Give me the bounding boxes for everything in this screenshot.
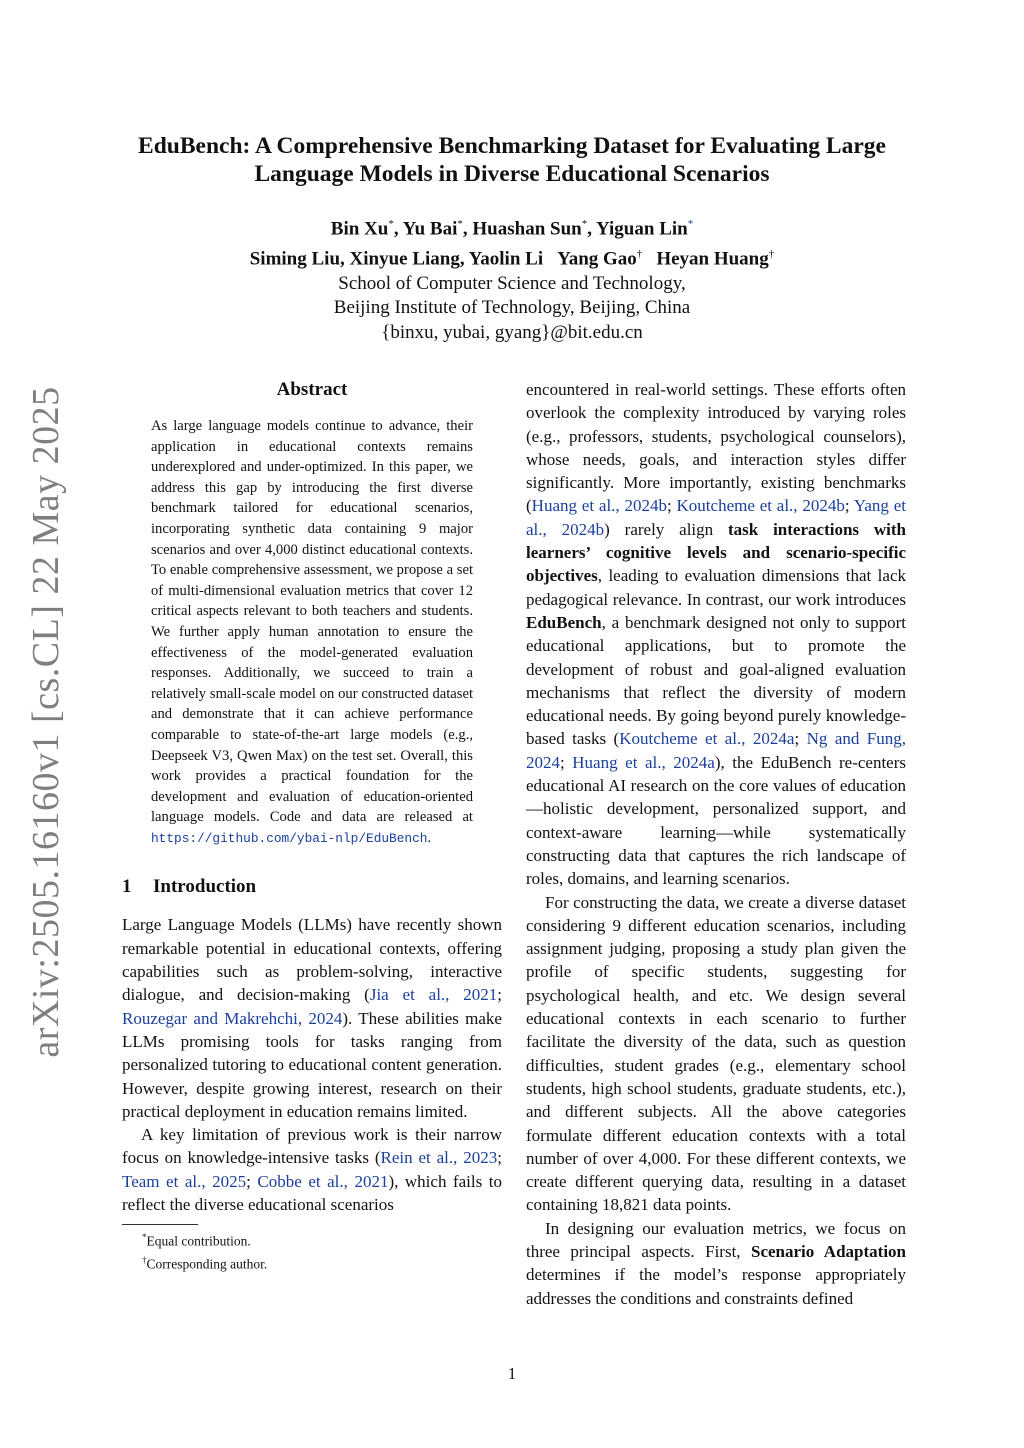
- author-name: Yang Gao: [557, 248, 637, 270]
- abstract-heading: Abstract: [276, 379, 348, 400]
- citation-link[interactable]: Rouzegar and Makrehchi, 2024: [122, 1008, 343, 1028]
- paragraph-text: encountered in real-world settings. These efforts often overlook the complexity introduced by varying roles (e.g., professors, students, psychological counselors), whose needs, goals, and interaction styles differ significantly. More importantly, existing benchmarks (: [526, 380, 906, 516]
- author-name: Bin Xu: [330, 218, 389, 240]
- right-paragraph-2: For constructing the data, we create a diverse dataset considering 9 different education scenarios, including assignment judging, proposing a study plan given the profile of specific students, suggesting for psychological health, and etc. We design several educational contexts in each scenario to further facilitate the diversity of the data, such as question difficulties, student grades (e.g., elementary school students, high school students, graduate students, etc.), and different subjects. All the above categories formulate different education contexts with a total number of over 4,000. For these different contexts, we create different querying data, resulting in a dataset containing 18,821 data points.: [526, 892, 906, 1215]
- citation-link[interactable]: Koutcheme et al., 2024b: [676, 496, 845, 516]
- author-mark: †: [768, 247, 775, 260]
- right-column: [526, 378, 906, 1310]
- paragraph-text: ). These abilities make LLMs promising tools for tasks ranging from personalized tutoring to educational content generation. However, despite growing interest, research on their practical deployment in education remains limited.: [122, 1008, 502, 1121]
- title-line-1: EduBench: A Comprehensive Benchmarking Dataset for Evaluating Large: [138, 133, 886, 159]
- author-mark: †: [636, 247, 643, 260]
- author-line-1: [100, 212, 924, 242]
- right-paragraph-1: [526, 378, 906, 891]
- citation-link[interactable]: Koutcheme et al., 2024a: [619, 729, 795, 749]
- emphasis-text: Scenario Adaptation: [751, 1241, 906, 1261]
- section-heading-introduction: [122, 875, 502, 899]
- author-mark: *: [581, 218, 588, 230]
- arxiv-identifier-stamp: arXiv:2505.16160v1 [cs.CL] 22 May 2025: [25, 386, 67, 1058]
- title-line-2: Language Models in Diverse Educational Scenarios: [254, 161, 770, 187]
- footnote-equal-contribution: [142, 1228, 502, 1251]
- citation-link[interactable]: Ng and Fung, 2024: [526, 729, 907, 772]
- citation-separator: ;: [246, 1171, 258, 1191]
- abstract-text: [151, 416, 473, 849]
- citation-link[interactable]: Jia et al., 2021: [369, 985, 498, 1005]
- code-repository-link[interactable]: https://github.com/ybai-nlp/EduBench: [151, 830, 428, 846]
- citation-separator: ;: [497, 985, 502, 1005]
- citation-link[interactable]: Huang et al., 2024b: [531, 496, 667, 516]
- paragraph-text: Large Language Models (LLMs) have recently shown remarkable potential in educational contexts, offering capabilities such as problem-solving, interactive dialogue, and decision-making (: [122, 915, 502, 1005]
- author-mark: *: [457, 218, 463, 230]
- author-mark-link[interactable]: *: [687, 218, 694, 230]
- paragraph-text: ) rarely align: [604, 519, 728, 539]
- section-number: 1: [122, 876, 132, 898]
- author-name: , Yiguan Lin: [587, 218, 688, 240]
- author-name: , Huashan Sun: [462, 218, 582, 240]
- paragraph-text: determines if the model’s response appropriately addresses the conditions and constraints defined: [526, 1265, 906, 1308]
- section-title: Introduction: [153, 876, 257, 898]
- footnote-text: Equal contribution.: [146, 1233, 251, 1249]
- footnote-text: Corresponding author.: [146, 1256, 268, 1272]
- citation-link[interactable]: Cobbe et al., 2021: [257, 1171, 389, 1191]
- author-names: Siming Liu, Xinyue Liang, Yaolin Li: [249, 248, 544, 270]
- footnote-divider: [122, 1224, 198, 1225]
- paper-title: [100, 132, 924, 188]
- affiliation-line-1: School of Computer Science and Technology,: [338, 272, 686, 294]
- citation-separator: ;: [844, 496, 854, 516]
- page-number: 1: [507, 1364, 517, 1383]
- footnote-mark: *: [142, 1232, 147, 1243]
- author-line-2: [100, 242, 924, 272]
- citation-link[interactable]: Team et al., 2025: [122, 1171, 247, 1191]
- paragraph-text: In designing our evaluation metrics, we focus on three principal aspects. First,: [526, 1218, 906, 1261]
- abstract-end: .: [427, 829, 432, 846]
- intro-paragraph-2: [122, 1123, 502, 1216]
- affiliation-line-2: Beijing Institute of Technology, Beijing, China: [333, 297, 691, 319]
- right-paragraph-3: [526, 1217, 906, 1310]
- intro-paragraph-1: [122, 913, 502, 1123]
- author-name: , Yu Bai: [393, 218, 458, 240]
- paragraph-text: , leading to evaluation dimensions that lack pedagogical relevance. In contrast, our work introduces: [526, 566, 906, 609]
- left-column: [122, 378, 502, 1273]
- emphasis-text: task interactions with learners’ cognitive levels and scenario-specific objectives: [526, 519, 906, 586]
- paragraph-text: ), the EduBench re-centers educational AI research on the core values of education—holistic development, personalized support, and context-aware learning—while systematically constructing data that captures the rich landscape of roles, domains, and learning scenarios.: [526, 752, 906, 889]
- citation-separator: ;: [497, 1148, 502, 1168]
- footnote-corresponding-author: [142, 1251, 502, 1274]
- author-mark: *: [388, 218, 394, 230]
- citation-link[interactable]: Huang et al., 2024a: [572, 752, 715, 772]
- abstract-body-text: As large language models continue to advance, their application in educational contexts remains underexplored and under-optimized. In this paper, we address this gap by introducing the first diverse benchmark tailored for educational scenarios, incorporating synthetic data containing 9 major scenarios and over 4,000 distinct educational contexts. To enable comprehensive assessment, we propose a set of multi-dimensional evaluation metrics that cover 12 critical aspects relevant to both teachers and students. We further apply human annotation to ensure the effectiveness of the model-generated evaluation responses. Additionally, we succeed to train a relatively small-scale model on our constructed dataset and demonstrate that it can achieve performance comparable to state-of-the-art large models (e.g., Deepseek V3, Qwen Max) on the test set. Overall, this work provides a practical foundation for the development and evaluation of education-oriented language models. Code and data are released at: [151, 418, 473, 826]
- citation-link[interactable]: Yang et al., 2024b: [526, 496, 907, 539]
- author-name: Heyan Huang: [656, 248, 769, 270]
- paragraph-text: , a benchmark designed not only to support educational applications, but to promote the development of robust and goal-aligned evaluation mechanisms that reflect the diversity of modern educational needs. By going beyond purely knowledge-based tasks (: [526, 612, 906, 749]
- paragraph-text: A key limitation of previous work is their narrow focus on knowledge-intensive tasks (: [122, 1125, 502, 1168]
- paragraph-text: ), which fails to reflect the diverse educational scenarios: [122, 1171, 502, 1215]
- footnote-mark: †: [142, 1254, 147, 1265]
- citation-link[interactable]: Rein et al., 2023: [380, 1148, 498, 1168]
- citation-separator: ;: [666, 496, 677, 516]
- citation-separator: ;: [794, 729, 807, 749]
- benchmark-name: EduBench: [526, 612, 602, 632]
- citation-separator: ;: [560, 752, 573, 772]
- author-email: {binxu, yubai, gyang}@bit.edu.cn: [381, 321, 643, 343]
- author-block: [100, 212, 924, 345]
